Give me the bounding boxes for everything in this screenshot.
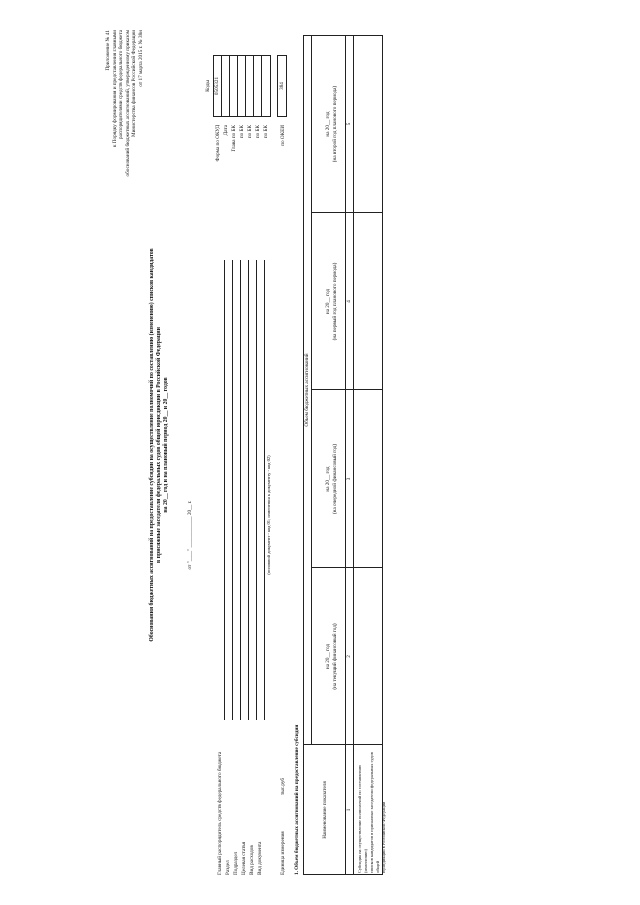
col-year: на 20__ год [325,111,331,137]
code-label-bk: по БК [239,125,245,139]
col-sub: (на второй год планового периода) [331,85,338,163]
form-code: 0505321 [214,76,220,96]
title-line: в присяжные заседатели федеральных судов общей юрисдикции в Российской Федерации [156,327,162,563]
field-input-line [248,260,249,720]
col-header-plan1 [325,213,338,390]
col-year: на 20__ год [325,288,331,315]
col-header-current [325,568,338,745]
code-label-okud: Форма по ОКУД [215,125,221,162]
doc-type-hint: (основной документ - код 01; изменения к документу - код 02) [266,455,271,575]
fields-block [217,752,265,875]
date-line: от "____" ____________ 20__ г. [187,500,193,570]
field-input-line [240,260,241,720]
row-label-line: списков кандидатов в присяжные заседатели федеральных судов общей [369,752,380,873]
code-label-date: Дата [223,125,229,136]
appendix-line: распорядителями средств федерального бюджета [118,30,125,139]
field-input-line [224,260,225,720]
table-row-label [357,747,387,873]
document-title [149,35,170,855]
code-label-glava: Глава по БК [231,125,237,152]
col-year: на 20__ год [325,643,331,670]
appendix-line: Министерства финансов Российской Федерации [131,30,138,137]
col-year: на 20__ год [325,466,331,492]
code-label-bk: по БК [263,125,269,139]
field-razdel: Раздел [225,860,231,875]
col-num: 3 [346,477,352,481]
field-expense-type: Вид расходов [249,845,255,875]
section-1-heading: 1. Объем бюджетных ассигнований на предоставление субсидии [294,724,300,875]
col-num: 4 [346,300,352,303]
code-label-bk: по БК [255,125,261,139]
codes-header: Коды [205,80,211,92]
col-num: 2 [346,655,352,658]
col-num: 1 [346,808,352,812]
codes-labels [215,125,271,255]
col-sub: (на очередной финансовый год) [331,443,338,515]
col-group-header: Объем бюджетных ассигнований [304,353,310,427]
appendix-line: обоснований бюджетных ассигнований, утвержденному приказом [124,30,131,177]
title-line: на 20__ год и на плановый период 20__ и 20__ годов [163,377,169,513]
unit-code: 384 [279,82,285,90]
appendix-line: к Порядку формирования и представления главными [111,30,118,148]
row-label-line: юрисдикции в Российской Федерации [381,801,386,873]
appendix-block [105,30,145,335]
field-doc-type: Вид документа [257,841,263,875]
appendix-line: Приложение № 41 [105,30,111,71]
col-header-name: Наименование показателя [322,781,328,839]
title-line: Обоснования бюджетных ассигнований на предоставление субсидии на осуществление полномочий по составлению (изменению) списков кандидатов [149,248,155,642]
document-sheet [97,10,542,895]
col-header-next [325,390,338,568]
field-gr: Главный распорядитель средств федерального бюджета [217,751,223,875]
field-input-line [256,260,257,720]
col-sub: (на текущий финансовый год) [331,623,338,690]
code-label-bk: по БК [247,125,253,139]
field-target: Целевая статья [241,841,247,875]
okei-label: по ОКЕИ [280,125,286,146]
field-podrazdel: Подраздел [233,851,239,875]
row-label-line: Субсидия на осуществление полномочий по составлению (изменению) [357,764,368,873]
unit-value: тыс.руб [280,777,286,795]
field-input-line [264,260,265,720]
unit-label: Единица измерения [280,831,286,875]
col-num: 5 [346,122,352,126]
field-input-line [232,260,233,720]
col-header-plan2 [325,35,338,213]
col-sub: (на первый год планового периода) [331,262,338,341]
appendix-line: от 17 марта 2015 г. № 38н [137,30,144,87]
